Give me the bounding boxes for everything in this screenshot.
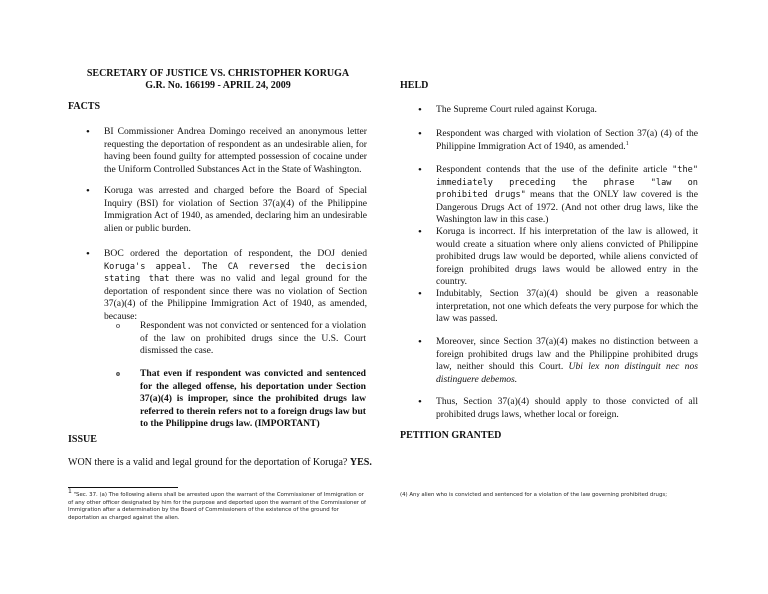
- facts-item-1-text: BI Commissioner Andrea Domingo received an anonymous letter requesting the deportation of respondent as an undesirable alien, for having been found guilty for attempted possession of cocaine under the Uniform Controlled Substances Act in the State of Washington.: [104, 126, 367, 175]
- issue-answer: YES.: [349, 457, 372, 468]
- held-item-6-text-a: Moreover, since Section 37(a)(4) makes no distinction between a foreign prohibited drugs law and the Philippine prohibited drugs law, neither should this Court.: [436, 336, 698, 373]
- bullet-icon: •: [418, 164, 422, 176]
- issue-text: [68, 457, 378, 470]
- bullet-icon: •: [86, 248, 90, 260]
- bullet-icon: •: [86, 185, 90, 197]
- issue-question: WON there is a valid and legal ground for the deportation of Koruga?: [68, 457, 348, 468]
- held-item-7-text: Thus, Section 37(a)(4) should apply to those convicted of all prohibited drugs laws, whether local or foreign.: [436, 396, 698, 420]
- facts-item-1: [86, 126, 367, 176]
- held-item-3-text-b: "the" immediately preceding the phrase "law on prohibited drugs": [436, 165, 698, 201]
- facts-subitem-2: [116, 368, 366, 431]
- footnote-mark: 1: [68, 488, 72, 496]
- held-item-6-latin-maxim: Ubi lex non distinguit nec nos distinguere debemos.: [436, 361, 698, 385]
- held-item-6: [418, 336, 698, 386]
- footnote-left-text: "Sec. 37. (a) The following aliens shall be arrested upon the warrant of the Commissioner of Immigration or of any other officer designated by him for the purpose and deported upon the warrant of the Commissioner of Immigration after a determination by the Board of Commissioners of the existence of the ground for deportation as charged against the alien.: [68, 492, 366, 521]
- case-title-line1: SECRETARY OF JUSTICE VS. CHRISTOPHER KORUGA: [86, 68, 350, 79]
- footnote-left: [68, 488, 368, 522]
- facts-item-3: [86, 248, 367, 324]
- bullet-icon: •: [86, 126, 90, 138]
- held-item-4: [418, 226, 698, 289]
- facts-subitem-1-text: Respondent was not convicted or sentenced for a violation of the law on prohibited drugs since the U.S. Court dismissed the case.: [140, 320, 366, 357]
- held-item-1-text: The Supreme Court ruled against Koruga.: [436, 104, 597, 115]
- held-item-5-text: Indubitably, Section 37(a)(4) should be given a reasonable interpretation, not one which defeats the very purpose for which the law was passed.: [436, 288, 698, 325]
- facts-item-3-text-c: there was no valid and legal ground for the deportation of respondent since there was no violation of Section 37(a)(4) of the Philippine Immigration Act of 1940, as amended, because:: [104, 273, 367, 322]
- case-title: [68, 68, 368, 92]
- footnote-ref: 1: [625, 140, 629, 147]
- bullet-icon: •: [418, 128, 422, 140]
- held-item-2-text: Respondent was charged with violation of Section 37(a) (4) of the Philippine Immigration Act of 1940, as amended.: [436, 128, 698, 152]
- bullet-icon: •: [418, 396, 422, 408]
- held-heading: HELD: [400, 80, 429, 91]
- held-item-2: [418, 128, 698, 153]
- bullet-icon: •: [418, 226, 422, 238]
- facts-item-2-text: Koruga was arrested and charged before the Board of Special Inquiry (BSI) for violation of Section 37(a)(4) of the Philippine Immigration Act of 1940, as amended, declaring him an undesirable alien or public burden.: [104, 185, 367, 234]
- footnote-divider: [68, 487, 178, 488]
- held-item-1: [418, 104, 698, 117]
- held-item-3-text-a: Respondent contends that the use of the definite article: [436, 164, 673, 175]
- issue-heading: ISSUE: [68, 434, 97, 445]
- held-item-4-text: Koruga is incorrect. If his interpretation of the law is allowed, it would create a situation where only aliens convicted of Philippine prohibited drugs law would be deported, while aliens convicted of foreign prohibited drugs laws would be allowed entry in the country.: [436, 226, 698, 288]
- disposition: PETITION GRANTED: [400, 430, 502, 441]
- facts-item-2: [86, 185, 367, 235]
- facts-subitem-2-text: That even if respondent was convicted and sentenced for the alleged offense, his deportation under Section 37(a)(4) is improper, since the prohibited drugs law referred to therein refers not to a foreign drugs law but to the Philippine drugs law. (IMPORTANT): [140, 368, 366, 430]
- circle-bullet-icon: o: [116, 369, 120, 378]
- circle-bullet-icon: o: [116, 321, 120, 330]
- footnote-right: (4) Any alien who is convicted and sentenced for a violation of the law governing prohibited drugs;: [400, 492, 668, 498]
- bullet-icon: •: [418, 288, 422, 300]
- facts-heading: FACTS: [68, 101, 101, 112]
- held-item-5: [418, 288, 698, 326]
- case-title-line2: G.R. No. 166199 - APRIL 24, 2009: [145, 80, 291, 91]
- facts-item-3-text-b: Koruga's appeal. The CA reversed the decision stating that: [104, 261, 367, 285]
- held-item-7: [418, 396, 698, 421]
- held-item-3-text-c: means that the ONLY law covered is the Dangerous Drugs Act of 1972. (And not other drug laws, like the Washington law in this case.): [436, 189, 698, 226]
- held-item-3: [418, 164, 698, 227]
- bullet-icon: •: [418, 336, 422, 348]
- bullet-icon: •: [418, 104, 422, 116]
- facts-item-3-text-a: BOC ordered the deportation of respondent, the DOJ denied: [104, 248, 367, 259]
- facts-subitem-1: [116, 320, 366, 358]
